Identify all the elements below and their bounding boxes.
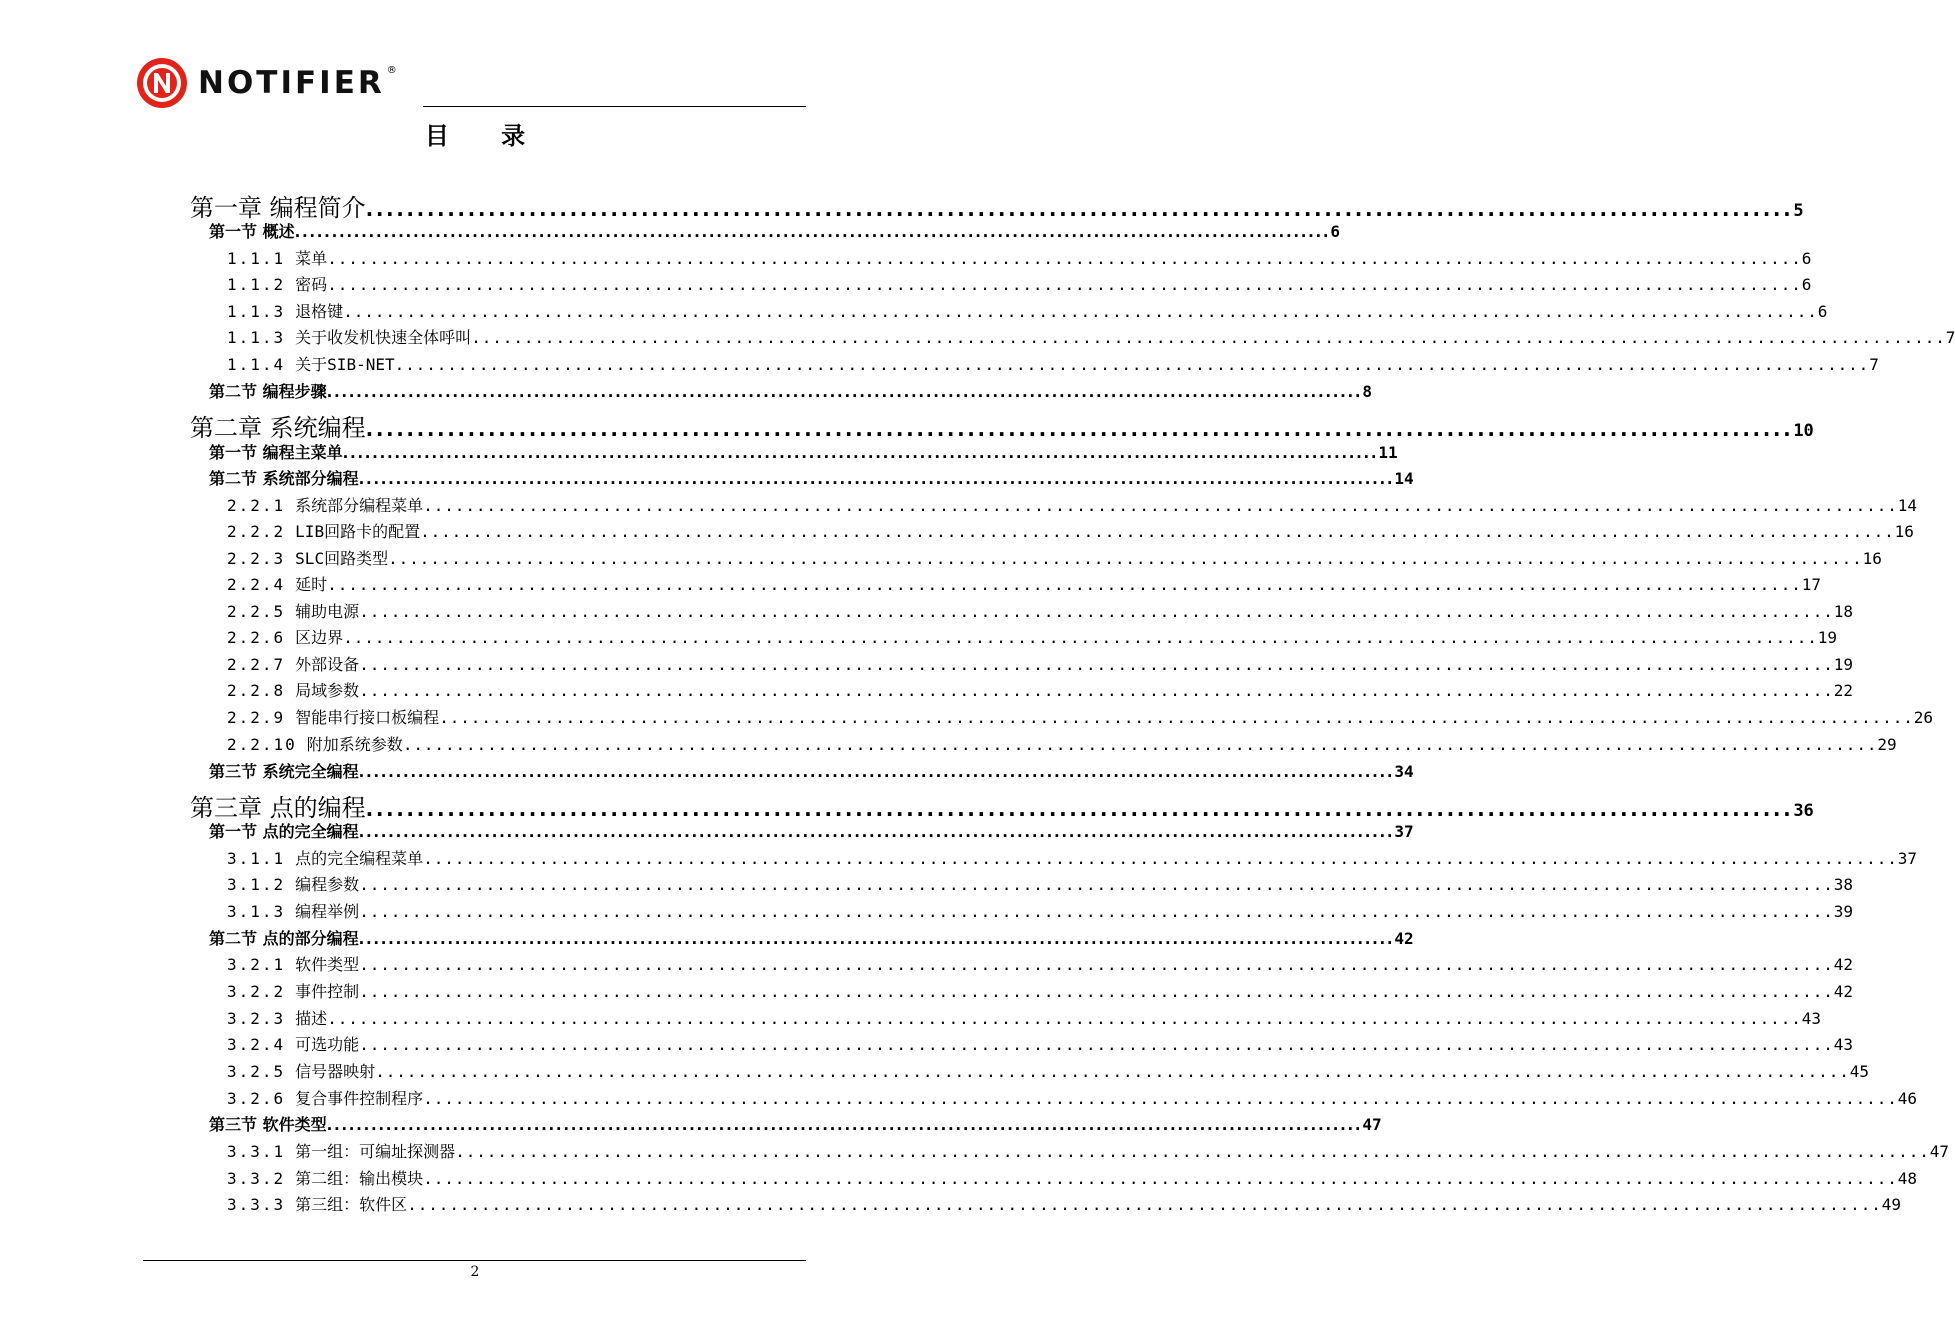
toc-page-number: 18 [1833, 602, 1854, 621]
toc-entry-text: 信号器映射 [295, 1062, 376, 1081]
toc-subsection[interactable] [227, 546, 1882, 568]
toc-entry-text: 复合事件控制程序 [295, 1089, 424, 1108]
toc-entry-label [227, 705, 439, 728]
toc-subsection[interactable] [227, 272, 1812, 294]
toc-page-number: 42 [1394, 929, 1414, 948]
toc-page-number: 47 [1362, 1115, 1382, 1134]
toc-leader-dots: ............................................................................................................................................ [358, 470, 1395, 488]
toc-chapter[interactable] [190, 788, 1814, 822]
toc-subsection[interactable] [227, 572, 1822, 594]
toc-subsection[interactable] [227, 599, 1854, 621]
toc-page-number: 22 [1833, 681, 1854, 700]
toc-entry-text: 编程举例 [295, 902, 360, 921]
toc-page-number: 19 [1833, 655, 1854, 674]
toc-page-number: 7 [1869, 355, 1879, 374]
toc-subsection[interactable] [227, 952, 1854, 974]
toc-page-number: 26 [1913, 708, 1934, 727]
toc-entry-label [227, 952, 359, 975]
toc-leader-dots: ............................................................................................................................................ [407, 1195, 1882, 1214]
toc-entry-text: 第三组：软件区 [295, 1195, 408, 1214]
toc-entry-text: 关于收发机快速全体呼叫 [295, 328, 472, 347]
toc-section[interactable] [209, 466, 1414, 488]
toc-entry-label [227, 325, 471, 348]
toc-entry-text: 菜单 [295, 249, 328, 268]
toc-leader-dots: ............................................................................................................................................ [420, 522, 1895, 541]
toc-section[interactable] [209, 819, 1414, 841]
toc-leader-dots: ............................................................................................................................................ [358, 823, 1395, 841]
toc-entry-text: 退格键 [295, 302, 344, 321]
toc-page-number: 5 [1793, 201, 1804, 221]
toc-leader-dots: ............................................................................................................................................ [402, 735, 1878, 754]
toc-leader-dots: ............................................................................................................................................ [326, 1116, 1363, 1134]
toc-entry-label [227, 678, 359, 701]
toc-page-number: 39 [1833, 902, 1854, 921]
toc-page-number: 34 [1394, 762, 1414, 781]
toc-subsection[interactable] [227, 1032, 1854, 1054]
toc-leader-dots: ............................................................................................................................................ [423, 1089, 1898, 1108]
toc-entry-label [227, 599, 359, 622]
toc-entry-label [227, 352, 395, 375]
toc-page-number: 17 [1801, 575, 1822, 594]
toc-leader-dots: ............................................................................................................................................ [359, 875, 1834, 894]
registered-mark: ® [386, 64, 397, 76]
toc-page-number: 10 [1793, 421, 1814, 441]
toc-subsection[interactable] [227, 899, 1854, 921]
toc-leader-dots: ............................................................................................................................................ [388, 549, 1863, 568]
toc-page-number: 46 [1897, 1089, 1918, 1108]
toc-page-number: 19 [1817, 628, 1838, 647]
toc-entry-label [227, 625, 343, 648]
notifier-logo-icon [136, 57, 188, 109]
toc-entry-number: 3.3.2 [227, 1169, 286, 1188]
toc-leader-dots: ............................................................................................................................................ [365, 197, 1794, 221]
toc-entry-label [227, 1086, 423, 1109]
toc-entry-number: 2.2.8 [227, 681, 286, 700]
toc-section[interactable] [209, 1112, 1382, 1134]
toc-page-number: 47 [1929, 1142, 1950, 1161]
toc-entry-label: 第二节 编程步骤 [209, 382, 327, 401]
toc-page-number: 42 [1833, 982, 1854, 1001]
toc-entry-label [227, 1139, 455, 1162]
toc-subsection[interactable] [227, 625, 1838, 647]
toc-entry-label [227, 299, 343, 322]
toc-entry-label [227, 732, 403, 755]
toc-entry-text: 点的完全编程菜单 [295, 849, 424, 868]
toc-entry-number: 2.2.4 [227, 575, 286, 594]
toc-entry-label [227, 1166, 423, 1189]
toc-page-number: 6 [1817, 302, 1828, 321]
toc-leader-dots: ............................................................................................................................................ [365, 417, 1794, 441]
toc-entry-label [227, 899, 359, 922]
toc-chapter[interactable] [190, 408, 1814, 442]
brand-name: NOTIFIER [198, 64, 385, 101]
toc-entry-text: SLC回路类型 [295, 549, 389, 568]
footer-rule [143, 1260, 806, 1261]
toc-leader-dots: ............................................................................................................................................ [327, 249, 1802, 268]
toc-leader-dots: ............................................................................................................................................ [423, 849, 1898, 868]
toc-entry-number: 3.3.1 [227, 1142, 286, 1161]
toc-leader-dots: ............................................................................................................................................ [343, 628, 1818, 647]
toc-entry-number: 3.2.1 [227, 955, 286, 974]
toc-leader-dots: ............................................................................................................................................ [359, 1035, 1834, 1054]
toc-entry-number: 3.2.2 [227, 982, 286, 1001]
toc-entry-text: 系统部分编程菜单 [295, 496, 424, 515]
toc-entry-label: 第三节 软件类型 [209, 1115, 327, 1134]
toc-entry-text: 第二组：输出模块 [295, 1169, 424, 1188]
toc-entry-text: 编程参数 [295, 875, 360, 894]
toc-entry-label [227, 1059, 375, 1082]
toc-entry-number: 2.2.1 [227, 496, 286, 515]
toc-entry-label [227, 493, 423, 516]
toc-section[interactable] [209, 379, 1372, 401]
toc-subsection[interactable] [227, 1006, 1822, 1028]
toc-entry-number: 3.2.5 [227, 1062, 286, 1081]
toc-page-number: 45 [1849, 1062, 1870, 1081]
toc-leader-dots: ............................................................................................................................................ [359, 982, 1834, 1001]
toc-entry-text: 关于SIB-NET [295, 355, 395, 374]
toc-leader-dots: ............................................................................................................................................ [375, 1062, 1850, 1081]
toc-subsection[interactable] [227, 732, 1897, 754]
toc-entry-text: 软件类型 [295, 955, 360, 974]
toc-subsection[interactable] [227, 519, 1914, 541]
toc-leader-dots: ............................................................................................................................................ [326, 383, 1363, 401]
toc-leader-dots: ............................................................................................................................................ [343, 302, 1818, 321]
toc-entry-number: 2.2.9 [227, 708, 286, 727]
toc-entry-number: 2.2.2 [227, 522, 286, 541]
toc-entry-number: 3.1.1 [227, 849, 286, 868]
toc-entry-label [227, 272, 327, 295]
toc-entry-text: 附加系统参数 [306, 735, 403, 754]
toc-entry-label: 第一节 编程主菜单 [209, 443, 343, 462]
toc-entry-text: 密码 [295, 275, 328, 294]
toc-subsection[interactable] [227, 846, 1918, 868]
toc-leader-dots: ............................................................................................................................................ [394, 355, 1870, 374]
toc-entry-text: 区边界 [295, 628, 344, 647]
toc-entry-number: 3.1.2 [227, 875, 286, 894]
toc-leader-dots: ............................................................................................................................................ [365, 797, 1794, 821]
toc-entry-text: 可选功能 [295, 1035, 360, 1054]
toc-entry-number: 2.2.7 [227, 655, 286, 674]
toc-subsection[interactable] [227, 979, 1854, 1001]
toc-leader-dots: ............................................................................................................................................ [359, 955, 1834, 974]
toc-leader-dots: ............................................................................................................................................ [327, 575, 1802, 594]
toc-page-number: 37 [1897, 849, 1918, 868]
toc-page-number: 14 [1897, 496, 1918, 515]
toc-entry-label: 第一章 编程简介 [190, 194, 366, 222]
toc-leader-dots: ............................................................................................................................................ [358, 930, 1395, 948]
toc-entry-label: 第二节 点的部分编程 [209, 929, 359, 948]
toc-subsection[interactable] [227, 652, 1854, 674]
toc-subsection[interactable] [227, 246, 1812, 268]
toc-subsection[interactable] [227, 352, 1879, 374]
toc-page-number: 49 [1881, 1195, 1902, 1214]
toc-leader-dots: ............................................................................................................................................ [327, 275, 1802, 294]
toc-leader-dots: ............................................................................................................................................ [471, 328, 1946, 347]
toc-entry-number: 3.1.3 [227, 902, 286, 921]
toc-page-number: 38 [1833, 875, 1854, 894]
toc-leader-dots: ............................................................................................................................................ [359, 902, 1834, 921]
toc-subsection[interactable] [227, 1086, 1918, 1108]
toc-entry-label [227, 1192, 407, 1215]
toc-entry-number: 1.1.1 [227, 249, 286, 268]
toc-leader-dots: ............................................................................................................................................ [423, 496, 1898, 515]
toc-page-number: 11 [1378, 443, 1398, 462]
toc-entry-label [227, 979, 359, 1002]
toc-entry-text: 辅助电源 [295, 602, 360, 621]
toc-page-number: 6 [1801, 249, 1812, 268]
toc-entry-number: 3.3.3 [227, 1195, 286, 1214]
toc-page-number: 7 [1945, 328, 1955, 347]
toc-entry-label [227, 652, 359, 675]
toc-entry-label [227, 546, 388, 569]
toc-entry-number: 1.1.3 [227, 328, 286, 347]
toc-entry-text: 第一组：可编址探测器 [295, 1142, 456, 1161]
toc-page-number: 43 [1801, 1009, 1822, 1028]
toc-subsection[interactable] [227, 1059, 1870, 1081]
toc-leader-dots: ............................................................................................................................................ [342, 444, 1379, 462]
toc-entry-number: 3.2.3 [227, 1009, 286, 1028]
toc-entry-text: 外部设备 [295, 655, 360, 674]
page-number: 2 [470, 1264, 480, 1280]
toc-entry-number: 3.2.6 [227, 1089, 286, 1108]
toc-page-number: 8 [1362, 382, 1372, 401]
toc-leader-dots: ............................................................................................................................................ [358, 763, 1395, 781]
toc-entry-label: 第一节 概述 [209, 222, 295, 241]
toc-subsection[interactable] [227, 299, 1828, 321]
toc-page-number: 6 [1330, 222, 1340, 241]
toc-entry-number: 1.1.3 [227, 302, 286, 321]
toc-entry-number: 3.2.4 [227, 1035, 286, 1054]
toc-page-number: 6 [1801, 275, 1812, 294]
toc-subsection[interactable] [227, 1166, 1918, 1188]
notifier-logo [136, 56, 397, 110]
toc-page-number: 29 [1877, 735, 1897, 754]
toc-entry-label: 第二节 系统部分编程 [209, 469, 359, 488]
toc-entry-label: 第三节 系统完全编程 [209, 762, 359, 781]
toc-section[interactable] [209, 926, 1414, 948]
toc-entry-number: 2.2.5 [227, 602, 286, 621]
toc-page-number: 14 [1394, 469, 1414, 488]
toc-entry-label [227, 246, 327, 269]
toc-title: 目 录 [424, 122, 548, 150]
toc-entry-label [227, 519, 420, 542]
toc-subsection[interactable] [227, 1192, 1902, 1214]
toc-entry-text: 事件控制 [295, 982, 360, 1001]
toc-entry-label: 第一节 点的完全编程 [209, 822, 359, 841]
toc-leader-dots: ............................................................................................................................................ [327, 1009, 1802, 1028]
toc-leader-dots: ............................................................................................................................................ [294, 223, 1331, 241]
toc-entry-label [227, 846, 423, 869]
toc-leader-dots: ............................................................................................................................................ [439, 708, 1914, 727]
toc-entry-label [227, 1006, 327, 1029]
toc-entry-number: 1.1.2 [227, 275, 286, 294]
toc-subsection[interactable] [227, 493, 1918, 515]
toc-entry-text: 智能串行接口板编程 [295, 708, 440, 727]
toc-subsection[interactable] [227, 872, 1854, 894]
toc-leader-dots: ............................................................................................................................................ [455, 1142, 1930, 1161]
toc-entry-label [227, 872, 359, 895]
toc-entry-number: 2.2.10 [227, 735, 297, 754]
toc-entry-number: 2.2.6 [227, 628, 286, 647]
toc-page-number: 37 [1394, 822, 1414, 841]
toc-page-number: 48 [1897, 1169, 1918, 1188]
header-rule [423, 106, 806, 107]
toc-entry-number: 2.2.3 [227, 549, 286, 568]
toc-entry-text: LIB回路卡的配置 [295, 522, 421, 541]
toc-page-number: 16 [1862, 549, 1882, 568]
toc-leader-dots: ............................................................................................................................................ [359, 602, 1834, 621]
toc-subsection[interactable] [227, 705, 1934, 727]
toc-section[interactable] [209, 759, 1414, 781]
toc-entry-text: 描述 [295, 1009, 328, 1028]
toc-entry-text: 局域参数 [295, 681, 360, 700]
toc-page-number: 42 [1833, 955, 1854, 974]
toc-entry-label [227, 1032, 359, 1055]
toc-subsection[interactable] [227, 1139, 1950, 1161]
toc-entry-label: 第二章 系统编程 [190, 414, 366, 442]
toc-subsection[interactable] [227, 325, 1955, 347]
toc-section[interactable] [209, 219, 1340, 241]
toc-entry-number: 1.1.4 [227, 355, 286, 374]
toc-leader-dots: ............................................................................................................................................ [359, 681, 1834, 700]
toc-page-number: 36 [1793, 801, 1814, 821]
toc-leader-dots: ............................................................................................................................................ [423, 1169, 1898, 1188]
toc-leader-dots: ............................................................................................................................................ [359, 655, 1834, 674]
toc-chapter[interactable] [190, 188, 1804, 222]
toc-entry-label [227, 572, 327, 595]
toc-entry-label: 第三章 点的编程 [190, 794, 366, 822]
toc-section[interactable] [209, 440, 1398, 462]
toc-subsection[interactable] [227, 678, 1854, 700]
toc-page-number: 16 [1894, 522, 1914, 541]
toc-entry-text: 延时 [295, 575, 328, 594]
toc-page-number: 43 [1833, 1035, 1854, 1054]
